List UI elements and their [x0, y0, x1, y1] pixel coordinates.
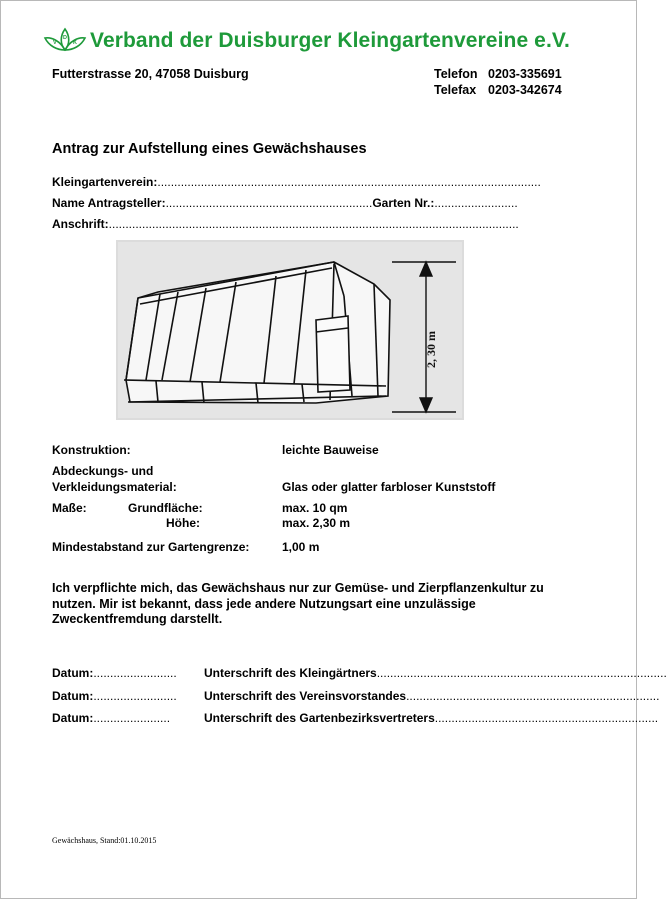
organization-name: Verband der Duisburger Kleingartenvereine e.V.	[90, 29, 570, 52]
footer-version: Gewächshaus, Stand:01.10.2015	[52, 836, 157, 845]
phone-line	[434, 67, 562, 81]
spec-hoehe-label: Höhe:	[166, 516, 200, 530]
spec-grundflaeche-value: max. 10 qm	[282, 501, 348, 515]
fill-in-line: ..............................................................	[165, 196, 373, 210]
fax-line	[434, 83, 562, 97]
vdk-logo-icon	[44, 28, 86, 54]
signature-field-kleingaertner	[204, 666, 667, 680]
field-label: Kleingartenverein:	[52, 175, 158, 189]
spec-konstruktion-value: leichte Bauweise	[282, 443, 379, 457]
organization-address: Futterstrasse 20, 47058 Duisburg	[52, 67, 249, 81]
date-label: Datum:	[52, 689, 94, 703]
date-line: .........................	[93, 666, 177, 680]
signature-field-vereinsvorstand	[204, 689, 659, 703]
logo-letter-d: D	[63, 35, 67, 41]
fill-in-line: .........................	[434, 196, 518, 210]
field-anschrift	[52, 217, 519, 231]
fill-in-line: ...........................................................................................................................	[108, 217, 519, 231]
field-label: Name Antragsteller:	[52, 196, 166, 210]
phone-number: 0203-335691	[488, 67, 562, 81]
signature-label: Unterschrift des Vereinsvorstandes	[204, 689, 407, 703]
fax-number: 0203-342674	[488, 83, 562, 97]
declaration-paragraph: Ich verpflichte mich, das Gewächshaus nur zur Gemüse- und Zierpflanzenkultur zu nutzen. Mir ist bekannt, dass jede andere Nutzungsart eine unzulässige Zweckentfremdung darstellt.	[52, 581, 544, 626]
signature-line: ............................................................................	[406, 689, 660, 703]
signature-line: .......................................................................................	[376, 666, 667, 680]
signature-label: Unterschrift des Kleingärtners	[204, 666, 377, 680]
signature-line: ...................................................................	[434, 711, 659, 725]
fill-in-line: ...................................................................................................................	[157, 175, 541, 189]
date-line: .........................	[93, 689, 177, 703]
signature-label: Unterschrift des Gartenbezirksvertreters	[204, 711, 435, 725]
signature-row-gartenbezirksvertreter	[52, 711, 170, 725]
signature-row-vereinsvorstand	[52, 689, 177, 703]
spec-material-label-1: Abdeckungs- und	[52, 464, 154, 478]
spec-masse-label: Maße:	[52, 501, 87, 515]
signature-row-kleingaertner	[52, 666, 177, 680]
logo-letter-k: K	[73, 40, 77, 46]
spec-abstand-label: Mindestabstand zur Gartengrenze:	[52, 540, 250, 554]
logo-letter-v: V	[53, 40, 57, 46]
header	[44, 26, 570, 56]
fax-label: Telefax	[434, 83, 477, 97]
spec-hoehe-value: max. 2,30 m	[282, 516, 351, 530]
date-label: Datum:	[52, 666, 94, 680]
form-title: Antrag zur Aufstellung eines Gewächshauses	[52, 141, 367, 157]
spec-grundflaeche-label: Grundfläche:	[128, 501, 203, 515]
spec-material-value: Glas oder glatter farbloser Kunststoff	[282, 480, 496, 494]
field-label-garten-nr: Garten Nr.:	[372, 196, 435, 210]
date-line: .......................	[93, 711, 171, 725]
signature-field-gartenbezirksvertreter	[204, 711, 658, 725]
field-label: Anschrift:	[52, 217, 109, 231]
spec-konstruktion-label: Konstruktion:	[52, 443, 131, 457]
date-label: Datum:	[52, 711, 94, 725]
field-name-antragsteller	[52, 196, 518, 210]
field-kleingartenverein	[52, 175, 541, 189]
height-dimension-label: 2, 30 m	[424, 331, 438, 368]
spec-abstand-value: 1,00 m	[282, 540, 320, 554]
phone-label: Telefon	[434, 67, 478, 81]
greenhouse-illustration	[116, 240, 464, 420]
spec-material-label-2: Verkleidungsmaterial:	[52, 480, 177, 494]
